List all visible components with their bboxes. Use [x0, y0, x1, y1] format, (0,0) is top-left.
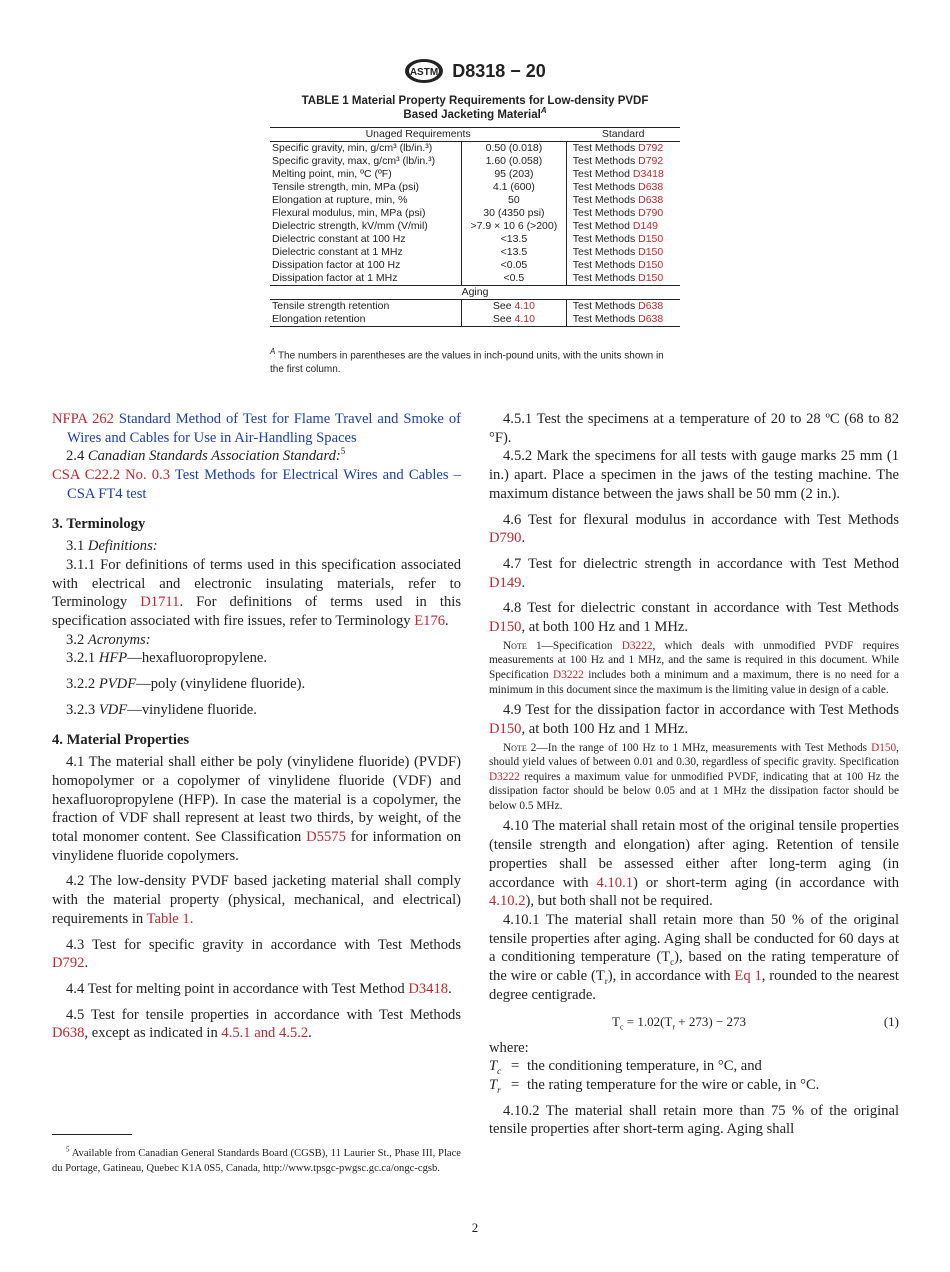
nfpa-title-link[interactable]: Standard Method of Test for Flame Travel and Smoke of Wires and Cables for Use in Air-Handling Spaces [67, 411, 461, 446]
property-cell: Melting point, min, ºC (ºF) [272, 168, 392, 180]
footnote-rule [52, 1134, 132, 1135]
note-2: Note 2—In the range of 100 Hz to 1 MHz, measurements with Test Methods D150, should yield values of between 0.01 and 0.30, regardless of specific gravity. Specification D3222 requires a maximum value for unmodified PVDF, indicating that at 100 Hz the dissipation factor should be below 0.05 and at 1 MHz the dissipation factor should be below 0.5 MHz. [489, 741, 899, 812]
link-4-10-2[interactable]: 4.10.2 [489, 893, 526, 910]
standard-link[interactable]: D638 [638, 313, 664, 325]
section-4-4: 4.4 Test for melting point in accordance with Test Method D3418. [66, 980, 452, 997]
link-d150-c[interactable]: D150 [871, 741, 897, 754]
standard-link[interactable]: D792 [638, 142, 664, 154]
standard-link[interactable]: D638 [638, 194, 664, 206]
aging-label: Aging [270, 286, 680, 300]
standard-cell: Test Methods D792 [572, 142, 664, 154]
standard-link[interactable]: D150 [638, 272, 664, 284]
nfpa-link[interactable]: NFPA 262 [52, 411, 114, 427]
heading-terminology: 3. Terminology [52, 515, 146, 532]
link-d3222-b[interactable]: D3222 [553, 668, 584, 681]
link-d3418[interactable]: D3418 [408, 980, 449, 997]
standard-link[interactable]: D792 [638, 155, 664, 167]
table-row [270, 272, 680, 286]
standard-cell: Test Methods D150 [572, 233, 664, 245]
link-d150-b[interactable]: D150 [489, 720, 522, 737]
value-cell: 95 (203) [462, 168, 567, 181]
standard-link[interactable]: D150 [638, 233, 664, 245]
property-cell: Tensile strength, min, MPa (psi) [272, 181, 420, 193]
value-cell: <13.5 [462, 246, 567, 259]
standard-cell: Test Method D149 [572, 220, 658, 232]
table-row [270, 233, 680, 246]
section-3-1: 3.1 Definitions: [66, 538, 158, 555]
definition-tr: $T_r$ = the rating temperature for the wire or cable, in °C. [489, 1076, 820, 1095]
property-cell: Dissipation factor at 1 MHz [272, 272, 398, 284]
section-3-2: 3.2 Acronyms: [66, 631, 151, 648]
table-row [270, 313, 680, 327]
table-row [270, 181, 680, 194]
link-d3222-c[interactable]: D3222 [489, 770, 520, 783]
value-cell: <13.5 [462, 233, 567, 246]
section-4-10-2: 4.10.2 The material shall retain more than 75 % of the original tensile properties after short-term aging. Aging shall [489, 1102, 899, 1138]
link-d638[interactable]: D638 [52, 1025, 85, 1042]
standard-link[interactable]: D149 [632, 220, 658, 232]
equation-1: $T_c = 1.02(T_r + 273) - 273$ (1) [612, 1013, 899, 1032]
section-2-4: 2.4 Canadian Standards Association Standard:$^5$ [66, 446, 346, 465]
standard-cell: Test Methods D638 [572, 300, 664, 312]
section-4-10-1: 4.10.1 The material shall retain more than 50 % of the original tensile properties after aging. Aging shall be conducted for 60 days at a conditioning temperature $(T_c)$, based on the rating temperature of the wire or cable $(T_r)$, in accordance with Eq 1, rounded to the nearest degree centigrade. [489, 912, 899, 1003]
value-cell: <0.05 [462, 259, 567, 272]
standard-link[interactable]: D638 [638, 300, 664, 312]
value-cell: 0.50 (0.018) [462, 142, 567, 156]
standard-cell: Test Methods D638 [572, 313, 664, 325]
property-cell: Elongation at rupture, min, % [272, 194, 408, 206]
section-4-6: 4.6 Test for flexural modulus in accordance with Test Methods D790. [489, 511, 899, 547]
csa-link[interactable]: CSA C22.2 No. 0.3 [52, 467, 170, 484]
section-4-1: 4.1 The material shall either be poly (vinylidene fluoride) (PVDF) homopolymer or a copolymer of vinylidene fluoride (VDF) and hexafluoropropylene (HFP). In case the material is a copolymer, the fraction of VDF shall represent at least two thirds, by weight, of the total monomer content. See Classification D5575 for information on vinylidene fluoride copolymers. [52, 754, 461, 864]
link-d149[interactable]: D149 [489, 574, 522, 591]
note-1: Note 1—Specification D3222, which deals with unmodified PVDF requires measurements at 100 Hz and 1 MHz, and the same is required in this document. While Specification D3222 includes both a minimum and a maximum, there is no need for a minimum in this document since the maximum is the limiting value in design of a cable. [489, 639, 899, 696]
property-cell: Elongation retention [272, 313, 366, 325]
standard-cell: Test Methods D638 [572, 194, 664, 206]
standard-link[interactable]: D150 [638, 246, 664, 258]
right-column [489, 410, 899, 1139]
standard-cell: Test Methods D792 [572, 155, 664, 167]
property-cell: Specific gravity, min, g/cm³ (lb/in.³) [272, 142, 433, 154]
table-row [270, 142, 680, 156]
table-row [270, 259, 680, 272]
standard-link[interactable]: D790 [638, 207, 664, 219]
section-4-8: 4.8 Test for dielectric constant in accordance with Test Methods D150, at both 100 Hz and 1 MHz. [489, 600, 899, 636]
astm-logo-icon [404, 58, 444, 84]
value-cell: 4.1 (600) [462, 181, 567, 194]
property-cell: Flexural modulus, min, MPa (psi) [272, 207, 426, 219]
link-d1711[interactable]: D1711 [140, 594, 180, 611]
svg-text:ASTM: ASTM [410, 67, 439, 78]
table-caption [270, 94, 680, 122]
standard-link[interactable]: D3418 [632, 168, 664, 180]
link-d150-a[interactable]: D150 [489, 619, 522, 636]
csa-title-link[interactable]: Test Methods for Electrical Wires and Cables – CSA FT4 test [67, 467, 462, 502]
link-4-10[interactable]: 4.10 [514, 300, 535, 312]
table-row [270, 300, 680, 314]
property-table [270, 127, 680, 327]
standard-cell: Test Methods D150 [572, 272, 664, 284]
reference-nfpa [52, 410, 461, 447]
caption-line-1: TABLE 1 Material Property Requirements for Low-density PVDF [301, 95, 649, 107]
standard-link[interactable]: D150 [638, 259, 664, 271]
property-cell: Dielectric constant at 100 Hz [272, 233, 406, 245]
designation: D8318 − 20 [452, 60, 546, 81]
section-4-5: 4.5 Test for tensile properties in accordance with Test Methods D638, except as indicated in 4.5.1 and 4.5.2. [52, 1006, 461, 1042]
caption-line-2: Based Jacketing Material [403, 109, 541, 121]
header-standard: Standard [601, 128, 645, 140]
section-4-3: 4.3 Test for specific gravity in accordance with Test Methods D792. [52, 936, 461, 972]
link-d3222-a[interactable]: D3222 [621, 639, 653, 652]
where-label: where: [489, 1039, 529, 1056]
link-e176[interactable]: E176 [414, 613, 446, 630]
section-3-2-3: 3.2.3 VDF—vinylidene fluoride. [66, 701, 257, 718]
link-4-10-1[interactable]: 4.10.1 [596, 874, 634, 891]
table-row [270, 155, 680, 168]
property-cell: Tensile strength retention [272, 300, 390, 312]
link-table-1[interactable]: Table 1. [146, 910, 194, 927]
link-d792[interactable]: D792 [52, 955, 85, 972]
caption-footnote-mark: A [540, 106, 547, 116]
link-d790[interactable]: D790 [489, 530, 522, 547]
reference-csa [52, 466, 461, 503]
section-4-5-1: 4.5.1 Test the specimens at a temperature of 20 to 28 ºC (68 to 82 °F). [489, 411, 899, 446]
page-header [0, 58, 950, 84]
section-4-5-2: 4.5.2 Mark the specimens for all tests with gauge marks 25 mm (1 in.) apart. Place a specimen in the jaws of the testing machine. The maximum distance between the jaws shall be 50 mm (2 in.). [489, 448, 899, 502]
property-cell: Dissipation factor at 100 Hz [272, 259, 401, 271]
standard-cell: Test Methods D790 [572, 207, 664, 219]
section-4-9: 4.9 Test for the dissipation factor in accordance with Test Methods D150, at both 100 Hz and 1 MHz. [489, 702, 899, 737]
property-cell: Dielectric strength, kV/mm (V/mil) [272, 220, 428, 232]
page-number: 2 [471, 1220, 479, 1235]
footnote-5: $^5$ Available from Canadian General Standards Board (CGSB), 11 Laurier St., Phase III, Place du Portage, Gatineau, Quebec K1A 0S5, Canada, http://www.tpsgc-pwgsc.gc.ca/ongc-cgsb. [52, 1145, 461, 1174]
equation-number: (1) [883, 1013, 899, 1029]
standard-link[interactable]: D638 [638, 181, 664, 193]
table-row [270, 168, 680, 181]
standard-cell: Test Method D3418 [572, 168, 664, 180]
section-4-7: 4.7 Test for dielectric strength in accordance with Test Method D149. [489, 555, 899, 591]
value-cell: <0.5 [462, 272, 567, 286]
heading-material-properties: 4. Material Properties [52, 731, 190, 748]
value-cell: >7.9 × 10 6 (>200) [462, 220, 567, 233]
property-cell: Dielectric constant at 1 MHz [272, 246, 403, 258]
value-cell: See 4.10 [462, 300, 567, 314]
section-3-1-1: 3.1.1 For definitions of terms used in this specification associated with electrical and electronic insulating materials, refer to Terminology D1711. For definitions of terms used in this specification associated with fire issues, refer to Terminology E176. [52, 556, 461, 630]
section-3-2-2: 3.2.2 PVDF—poly (vinylidene fluoride). [66, 676, 306, 693]
table-row [270, 220, 680, 233]
header-unaged: Unaged Requirements [365, 128, 471, 140]
table-row [270, 194, 680, 207]
value-cell: See 4.10 [462, 313, 567, 327]
section-4-2: 4.2 The low-density PVDF based jacketing material shall comply with the material property (physical, mechanical, and electrical) requirements in Table 1. [52, 873, 461, 927]
link-eq-1[interactable]: Eq 1 [734, 968, 762, 985]
value-cell: 30 (4350 psi) [462, 207, 567, 220]
section-3-2-1: 3.2.1 HFP—hexafluoropropylene. [66, 650, 268, 667]
property-cell: Specific gravity, max, g/cm³ (lb/in.³) [272, 155, 436, 167]
link-4-5-1-and-4-5-2[interactable]: 4.5.1 and 4.5.2 [221, 1025, 309, 1042]
standard-cell: Test Methods D150 [572, 259, 664, 271]
section-4-10: 4.10 The material shall retain most of the original tensile properties (tensile strength and elongation) after aging. Retention of tensile properties shall be assessed either after long-term aging (in accordance with 4.10.1) or short-term aging (in accordance with 4.10.2), but both shall not be required. [489, 818, 899, 910]
value-cell: 50 [462, 194, 567, 207]
table-row [270, 246, 680, 259]
link-d5575[interactable]: D5575 [306, 829, 346, 846]
table-footnote: $^A$ The numbers in parentheses are the values in inch-pound units, with the units shown in the first column. [270, 347, 664, 376]
standard-cell: Test Methods D150 [572, 246, 664, 258]
left-column [52, 410, 461, 1043]
definition-tc: $T_c$ = the conditioning temperature, in °C, and [489, 1058, 762, 1077]
link-4-10[interactable]: 4.10 [514, 313, 535, 325]
value-cell: 1.60 (0.058) [462, 155, 567, 168]
table-row [270, 207, 680, 220]
standard-cell: Test Methods D638 [572, 181, 664, 193]
